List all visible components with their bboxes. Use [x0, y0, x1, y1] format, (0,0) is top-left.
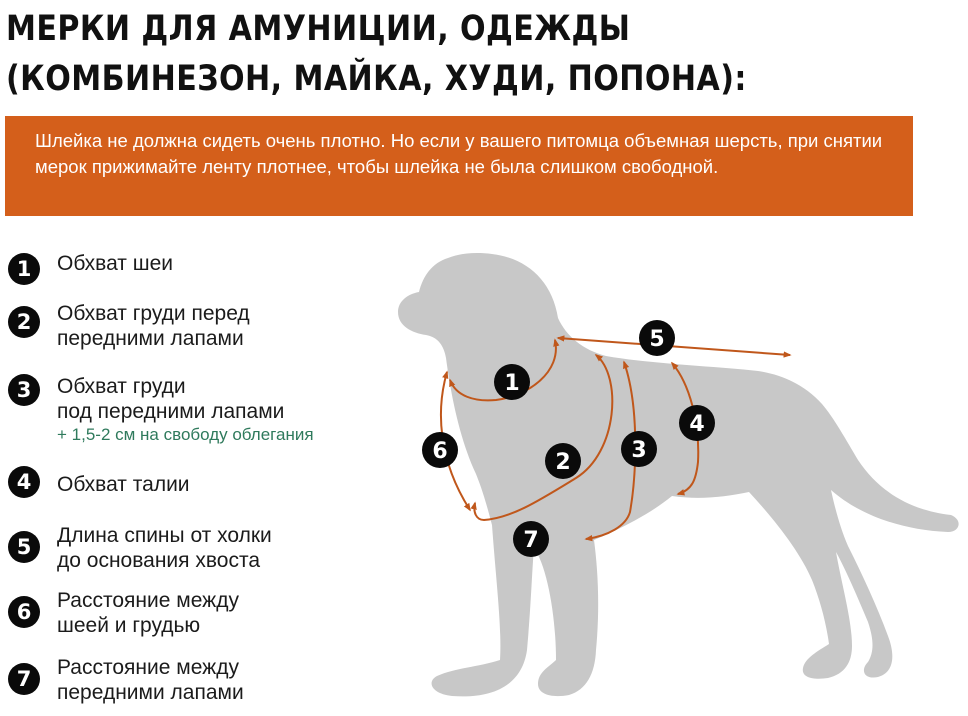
svg-text:6: 6	[432, 439, 448, 464]
svg-text:7: 7	[523, 528, 539, 553]
marker-3	[621, 431, 657, 467]
marker-4	[679, 405, 715, 441]
legend-label-line: Обхват шеи	[57, 252, 174, 275]
legend-label-line: под передними лапами	[57, 400, 285, 423]
svg-text:3: 3	[631, 438, 647, 463]
marker-7	[513, 521, 549, 557]
banner-text: Шлейка не должна сидеть очень плотно. Но если у вашего питомца объемная шерсть, при снятии мерок прижимайте ленту плотнее, чтобы шлейка не была слишком свободной.	[35, 130, 883, 177]
legend-number-badge: 3	[8, 374, 40, 406]
legend-number-badge: 4	[8, 466, 40, 498]
legend-number-badge: 5	[8, 531, 40, 563]
dog-body	[398, 253, 959, 696]
legend-label-line: Расстояние между	[57, 656, 239, 679]
svg-text:1: 1	[504, 371, 520, 396]
legend-label-line: передними лапами	[57, 327, 244, 350]
legend-label-line: до основания хвоста	[57, 549, 261, 572]
marker-5	[639, 320, 675, 356]
legend-number-badge: 7	[8, 663, 40, 695]
marker-1	[494, 364, 530, 400]
legend-label-line: Обхват груди	[57, 375, 186, 398]
legend-number-badge: 2	[8, 306, 40, 338]
title-line-1: МЕРКИ ДЛЯ АМУНИЦИИ, ОДЕЖДЫ	[6, 9, 631, 49]
legend-label-line: Обхват груди перед	[57, 302, 250, 325]
legend-label-line: Расстояние между	[57, 589, 239, 612]
legend-label-line: передними лапами	[57, 681, 244, 704]
legend-note: + 1,5-2 см на свободу облегания	[57, 425, 314, 444]
marker-6	[422, 432, 458, 468]
dog-silhouette	[398, 253, 959, 696]
marker-2	[545, 443, 581, 479]
title-line-2: (КОМБИНЕЗОН, МАЙКА, ХУДИ, ПОПОНА):	[6, 59, 747, 99]
legend-number-badge: 6	[8, 596, 40, 628]
svg-text:5: 5	[649, 327, 665, 352]
svg-text:2: 2	[555, 450, 571, 475]
svg-text:4: 4	[689, 412, 705, 437]
legend-label-line: Длина спины от холки	[57, 524, 272, 547]
legend-label-line: Обхват талии	[57, 473, 190, 496]
legend-number-badge: 1	[8, 253, 40, 285]
legend-label-line: шеей и грудью	[57, 614, 201, 637]
